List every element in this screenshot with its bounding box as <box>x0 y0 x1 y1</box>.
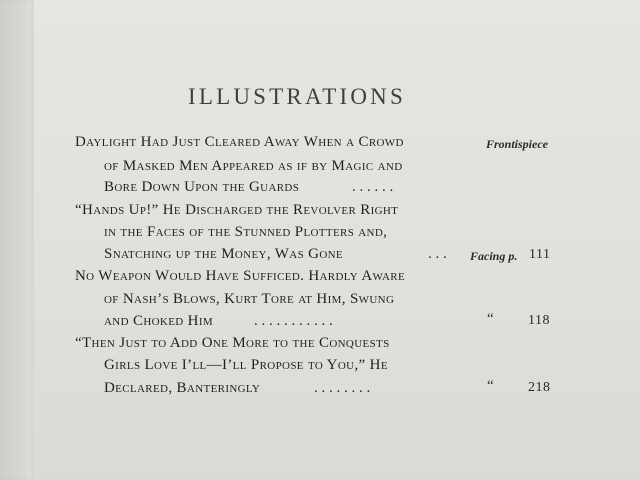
page-gutter <box>0 0 34 480</box>
ditto-mark: “ <box>487 378 494 394</box>
page-title: ILLUSTRATIONS <box>188 84 406 109</box>
page-number: 111 <box>529 247 551 262</box>
page-number: 218 <box>528 380 551 395</box>
ditto-mark: “ <box>487 311 494 327</box>
entry-line: in the Faces of the Stunned Plotters and, <box>104 224 388 240</box>
entry-line: No Weapon Would Have Sufficed. Hardly Aware <box>75 268 406 284</box>
page-reference-label: Facing p. <box>470 249 518 263</box>
entry-line: Declared, Banteringly <box>104 380 261 396</box>
dot-leader: . . . . . . . . <box>314 380 371 396</box>
entry-line: of Nash’s Blows, Kurt Tore at Him, Swung <box>104 291 395 307</box>
entry-line: of Masked Men Appeared as if by Magic and <box>104 158 403 174</box>
entry-line: “Then Just to Add One More to the Conquests <box>75 335 390 351</box>
entry-line: Snatching up the Money, Was Gone <box>104 246 343 262</box>
dot-leader: . . . <box>428 246 447 262</box>
page-reference: Frontispiece <box>486 137 548 151</box>
dot-leader: . . . . . . . . . . . <box>254 313 333 329</box>
entry-line: “Hands Up!” He Discharged the Revolver Right <box>75 202 399 218</box>
entry-line: Girls Love I’ll—I’ll Propose to You,” He <box>104 357 388 373</box>
entry-line: Daylight Had Just Cleared Away When a Crowd <box>75 134 404 150</box>
entry-line: Bore Down Upon the Guards <box>104 179 300 195</box>
dot-leader: . . . . . . <box>352 179 394 195</box>
entry-line: and Choked Him <box>104 313 214 329</box>
page-number: 118 <box>528 313 550 328</box>
